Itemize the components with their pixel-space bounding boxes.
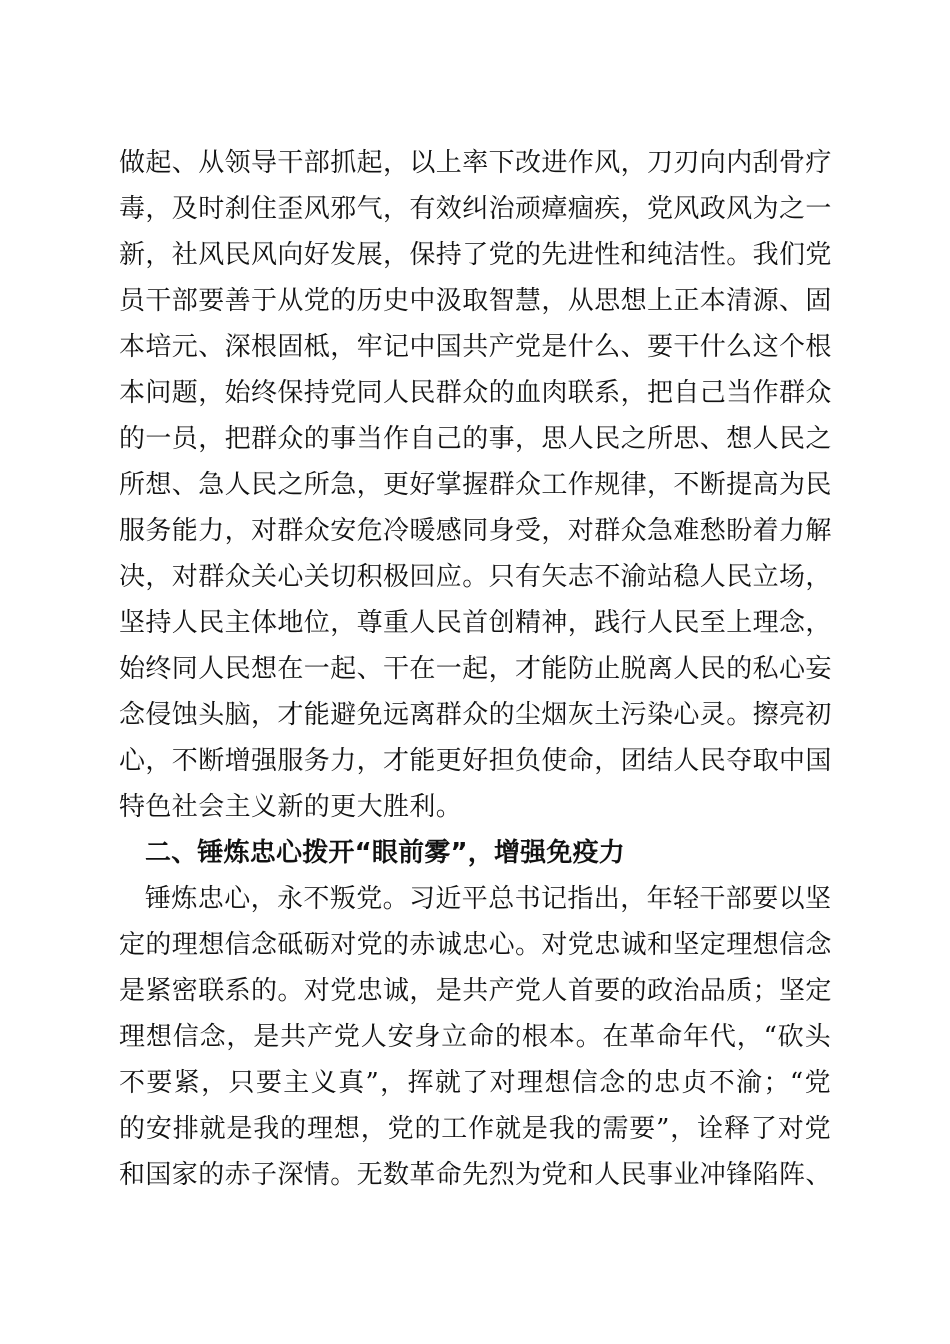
paragraph-line: 心，不断增强服务力，才能更好担负使命，团结人民夺取中国 (119, 746, 832, 776)
paragraph-line: 锤炼忠心，永不叛党。习近平总书记指出，年轻干部要以坚 (145, 884, 832, 914)
paragraph-line: 决，对群众关心关切积极回应。只有矢志不渝站稳人民立场， (119, 562, 832, 592)
paragraph-line: 做起、从领导干部抓起，以上率下改进作风，刀刃向内刮骨疗 (119, 148, 832, 178)
paragraph-line: 新，社风民风向好发展，保持了党的先进性和纯洁性。我们党 (119, 240, 832, 270)
paragraph-party-style (119, 140, 831, 830)
paragraph-line: 理想信念，是共产党人安身立命的根本。在革命年代，“砍头 (119, 1022, 831, 1052)
paragraph-line: 的安排就是我的理想，党的工作就是我的需要”，诠释了对党 (119, 1114, 831, 1144)
paragraph-line: 员干部要善于从党的历史中汲取智慧，从思想上正本清源、固 (119, 286, 832, 316)
paragraph-line: 念侵蚀头脑，才能避免远离群众的尘烟灰土污染心灵。擦亮初 (119, 700, 832, 730)
paragraph-line: 特色社会主义新的更大胜利。 (119, 792, 463, 822)
paragraph-loyalty (119, 876, 831, 1198)
paragraph-line: 毒，及时刹住歪风邪气，有效纠治顽瘴痼疾，党风政风为之一 (119, 194, 832, 224)
document-body (119, 140, 831, 1198)
paragraph-line: 本问题，始终保持党同人民群众的血肉联系，把自己当作群众 (119, 378, 832, 408)
paragraph-line: 坚持人民主体地位，尊重人民首创精神，践行人民至上理念， (119, 608, 832, 638)
paragraph-line: 是紧密联系的。对党忠诚，是共产党人首要的政治品质；坚定 (119, 976, 832, 1006)
paragraph-line: 和国家的赤子深情。无数革命先烈为党和人民事业冲锋陷阵、 (119, 1160, 832, 1190)
paragraph-line: 所想、急人民之所急，更好掌握群众工作规律，不断提高为民 (119, 470, 832, 500)
paragraph-line: 定的理想信念砥砺对党的赤诚忠心。对党忠诚和坚定理想信念 (119, 930, 832, 960)
paragraph-line: 的一员，把群众的事当作自己的事，思人民之所思、想人民之 (119, 424, 832, 454)
paragraph-line: 不要紧，只要主义真”，挥就了对理想信念的忠贞不渝；“党 (119, 1068, 831, 1098)
paragraph-line: 始终同人民想在一起、干在一起，才能防止脱离人民的私心妄 (119, 654, 832, 684)
paragraph-line: 服务能力，对群众安危冷暖感同身受，对群众急难愁盼着力解 (119, 516, 832, 546)
paragraph-line: 本培元、深根固柢，牢记中国共产党是什么、要干什么这个根 (119, 332, 832, 362)
section-heading: 二、锤炼忠心拨开“眼前雾”，增强免疫力 (145, 838, 625, 868)
